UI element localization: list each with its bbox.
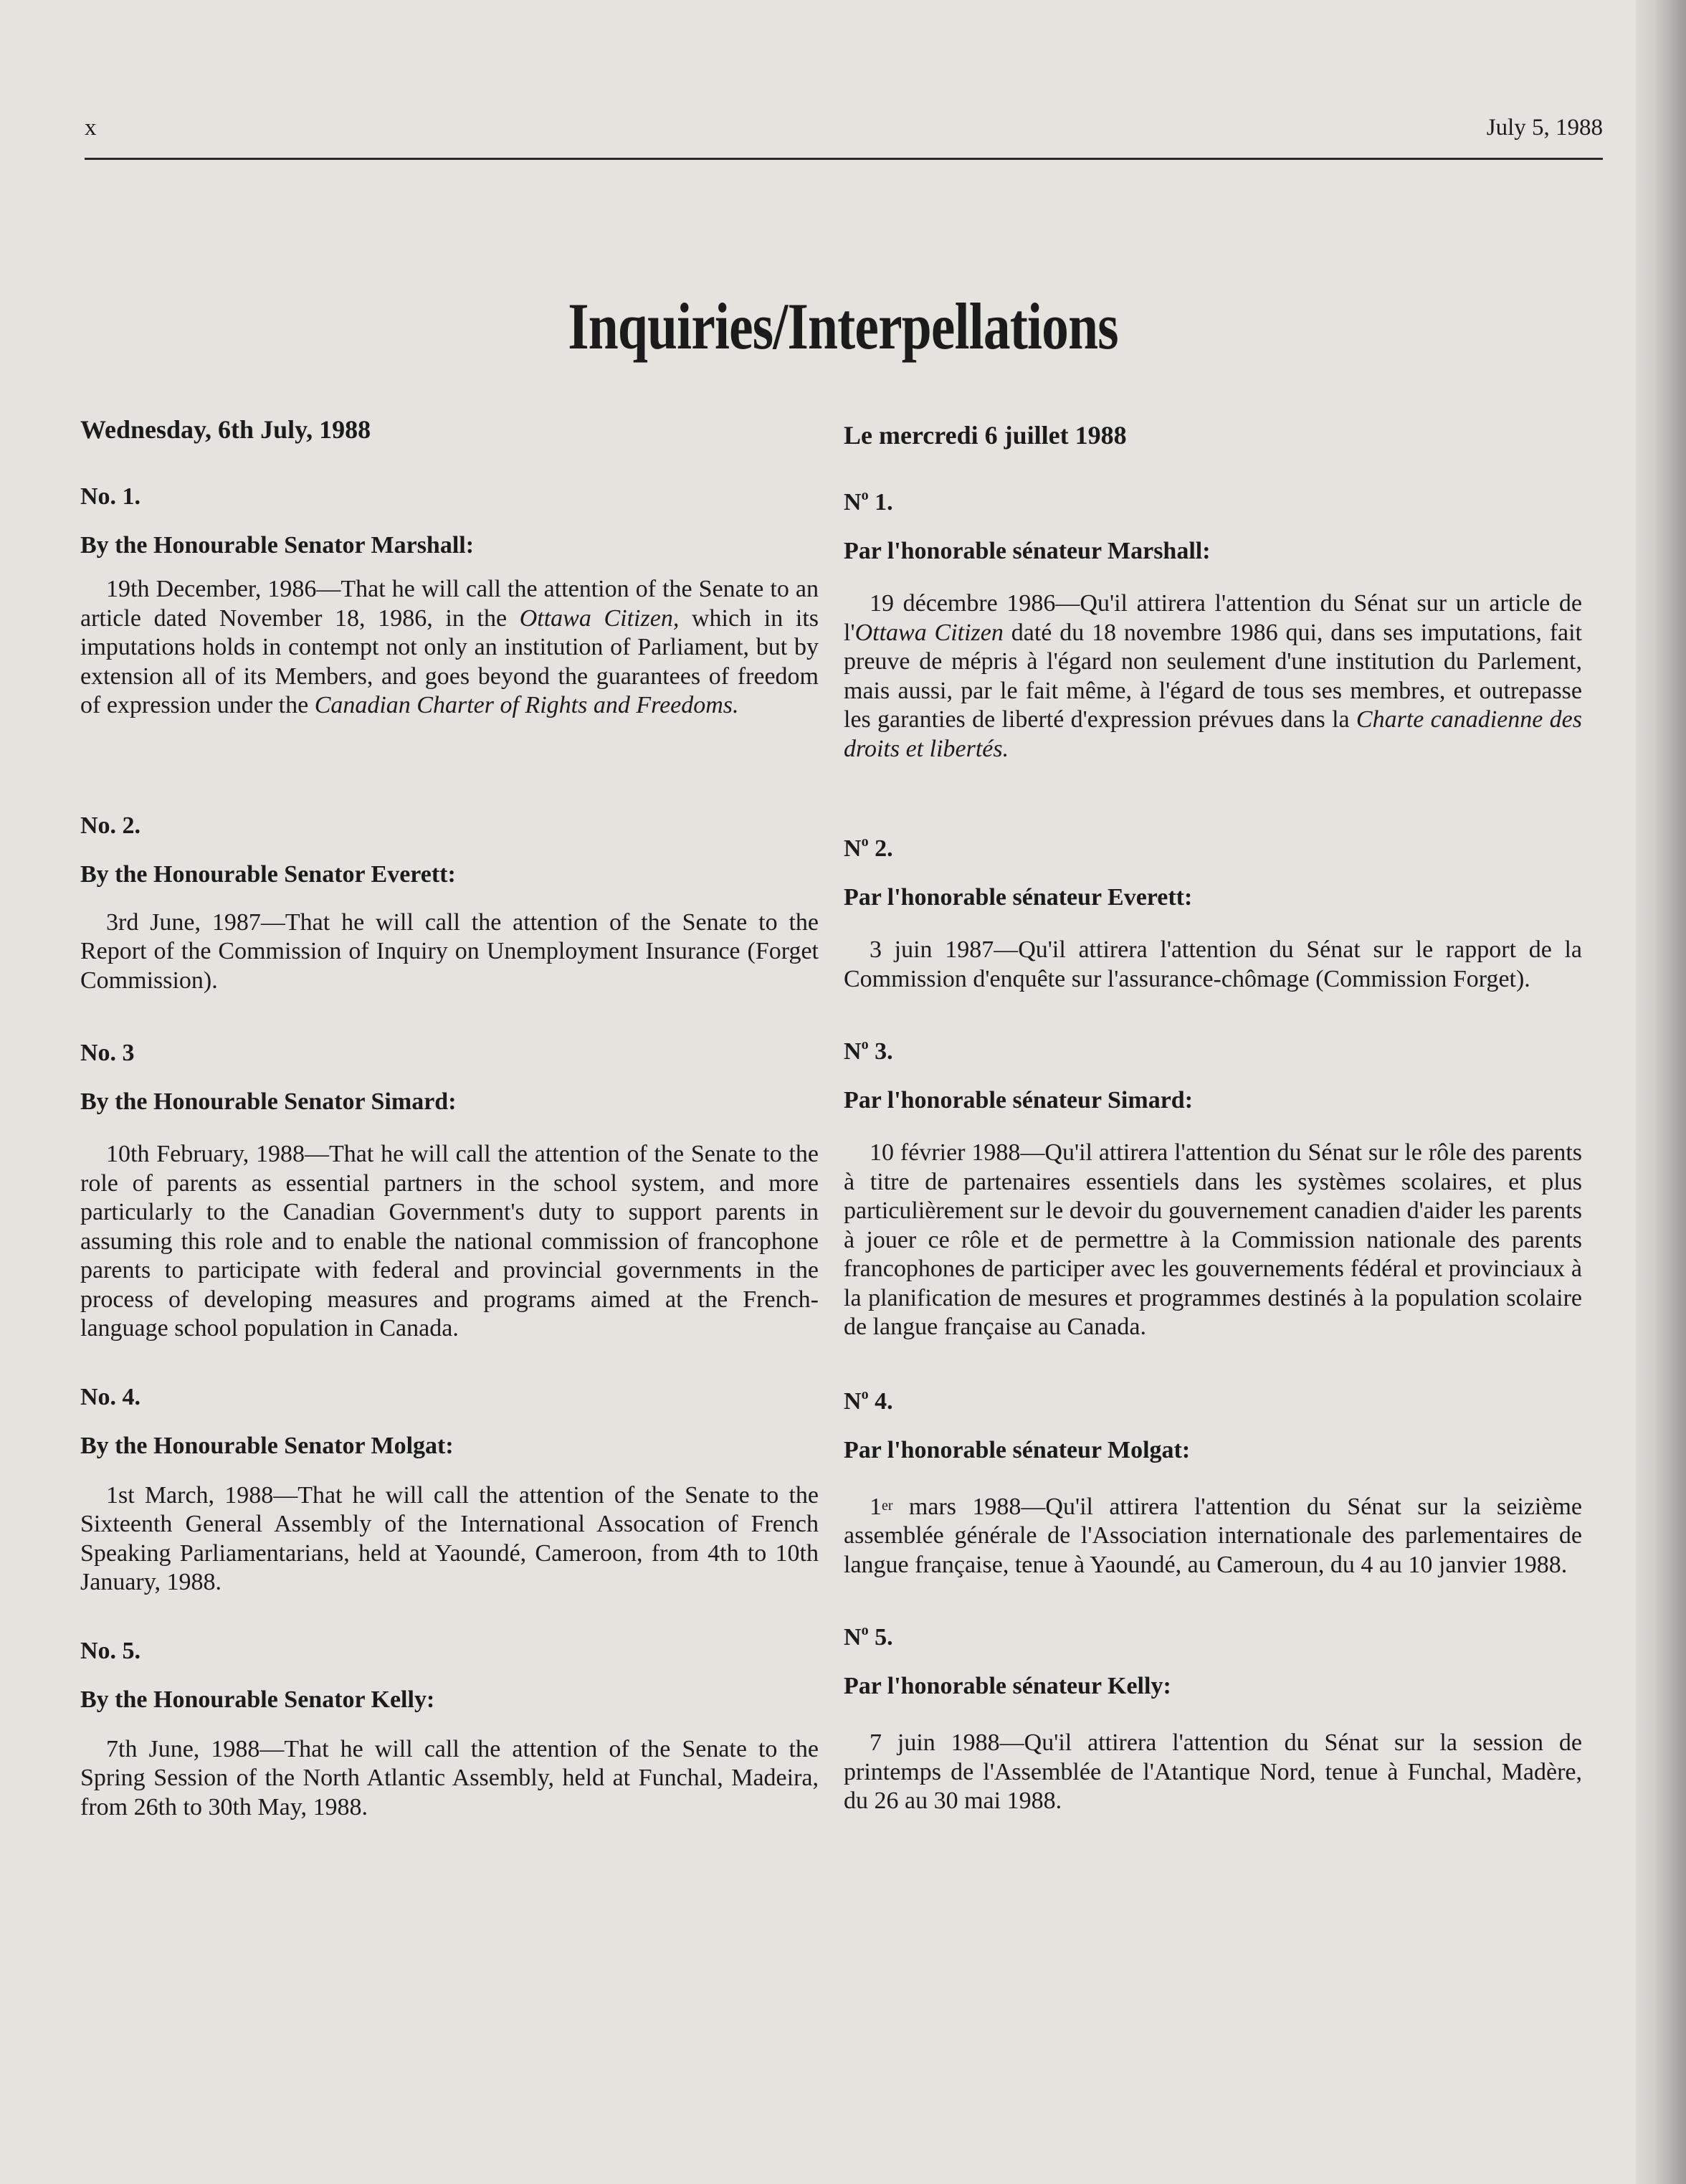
inquiry-number: No. 5. — [80, 1637, 141, 1664]
inquiry-entry — [80, 483, 819, 721]
inquiry-text: 1st March, 1988—That he will call the attention of the Senate to the Sixteenth General Assembly of the International Assocation of French Speaking Parliamentarians, held at Yaoundé, Cameroon, from 4th to 10th January, 1988. — [80, 1481, 819, 1595]
inquiry-entry — [80, 1384, 819, 1597]
header-date: July 5, 1988 — [1486, 115, 1603, 141]
inquiry-number: $N^o$ 3. — [844, 1037, 893, 1065]
inquiry-entry — [80, 812, 819, 996]
sitting-date: Le mercredi 6 juillet 1988 — [844, 421, 1127, 450]
inquiry-number: No. 1. — [80, 483, 141, 510]
inquiry-number: No. 3 — [80, 1040, 135, 1066]
inquiry-sponsor: By the Honourable Senator Kelly: — [80, 1686, 435, 1713]
running-header — [85, 115, 1603, 160]
english-column — [80, 414, 819, 1822]
page-edge-shadow — [1636, 0, 1686, 2184]
inquiry-sponsor: Par l'honorable sénateur Kelly: — [844, 1673, 1171, 1699]
inquiry-entry — [80, 1040, 819, 1344]
inquiry-text: 1er mars 1988—Qu'il attirera l'attention du Sénat sur la seizième assemblée générale de l'Association internationale des parlementaires de langue française, tenue à Yaoundé, au Cameroun, du 4 au 10 janvier 1988. — [844, 1493, 1582, 1578]
inquiry-entry — [844, 1624, 1582, 1816]
inquiry-sponsor: Par l'honorable sénateur Simard: — [844, 1087, 1194, 1114]
page-title: Inquiries/Interpellations — [568, 290, 1118, 363]
inquiry-text: 19th December, 1986—That he will call the attention of the Senate to an article dated November 18, 1986, in the Ottawa Citizen, which in its imputations holds in contempt not only an institution of Parliament, but by extension all of its Members, and goes beyond the guarantees of freedom of expression under the Canadian Charter of Rights and Freedoms. — [80, 576, 819, 718]
inquiry-sponsor: Par l'honorable sénateur Molgat: — [844, 1436, 1191, 1463]
inquiry-number: $N^o$ 2. — [844, 834, 893, 862]
inquiry-number: $N^o$ 4. — [844, 1386, 893, 1415]
inquiry-number: $N^o$ 5. — [844, 1623, 893, 1651]
inquiry-text: 10 février 1988—Qu'il attirera l'attention du Sénat sur le rôle des parents à titre de partenaires essentiels dans les systèmes scolaires, et plus particulièrement sur le devoir du gouvernement canadien d'aider les parents à jouer ce rôle et de permettre à la Commission nationale des parents francophones de participer avec les gouvernements fédéral et provinciaux à la planification de mesures et programmes destinés à la population scolaire de langue française au Canada. — [844, 1139, 1582, 1340]
inquiry-sponsor: By the Honourable Senator Everett: — [80, 860, 456, 888]
inquiry-sponsor: Par l'honorable sénateur Marshall: — [844, 538, 1211, 564]
inquiry-text: 3rd June, 1987—That he will call the attention of the Senate to the Report of the Commission of Inquiry on Unemployment Insurance (Forget Commission). — [80, 908, 819, 994]
inquiry-entry — [844, 1038, 1582, 1342]
inquiry-number: $N^o$ 1. — [844, 488, 893, 516]
inquiry-sponsor: By the Honourable Senator Molgat: — [80, 1432, 454, 1459]
inquiry-entry — [80, 1638, 819, 1823]
inquiry-sponsor: By the Honourable Senator Marshall: — [80, 532, 475, 559]
inquiry-sponsor: Par l'honorable sénateur Everett: — [844, 884, 1193, 911]
inquiry-entry — [844, 835, 1582, 994]
page-folio: x — [85, 115, 97, 141]
inquiry-entry — [844, 1388, 1582, 1580]
inquiry-number: No. 2. — [80, 812, 141, 839]
inquiry-text: 7 juin 1988—Qu'il attirera l'attention du Sénat sur la session de printemps de l'Assemblée de l'Atantique Nord, tenue à Funchal, Madère, du 26 au 30 mai 1988. — [844, 1729, 1582, 1814]
inquiry-text: 3 juin 1987—Qu'il attirera l'attention du Sénat sur le rapport de la Commission d'enquête sur l'assurance-chômage (Commission Forget). — [844, 936, 1582, 992]
french-column — [844, 414, 1582, 1816]
inquiry-text: 10th February, 1988—That he will call the attention of the Senate to the role of parents as essential partners in the school system, and more particularly to the Canadian Government's duty to support parents in assuming this role and to enable the national commission of francophone parents to participate with federal and provincial governments in the process of developing measures and programs aimed at the French-language school population in Canada. — [80, 1141, 819, 1342]
inquiry-entry — [844, 489, 1582, 764]
inquiry-number: No. 4. — [80, 1383, 141, 1410]
inquiry-text: 19 décembre 1986—Qu'il attirera l'attention du Sénat sur un article de l'Ottawa Citizen daté du 18 novembre 1986 qui, dans ses imputations, fait preuve de mépris à l'égard non seulement d'une institution du Parlement, mais aussi, par le fait même, à l'égard de tous ses membres, et outrepasse les garanties de liberté d'expression prévues dans la Charte canadienne des droits et libertés. — [844, 590, 1583, 762]
inquiry-text: 7th June, 1988—That he will call the attention of the Senate to the Spring Session of the North Atlantic Assembly, held at Funchal, Madeira, from 26th to 30th May, 1988. — [80, 1735, 819, 1820]
inquiry-sponsor: By the Honourable Senator Simard: — [80, 1088, 457, 1115]
sitting-date: Wednesday, 6th July, 1988 — [80, 415, 371, 444]
